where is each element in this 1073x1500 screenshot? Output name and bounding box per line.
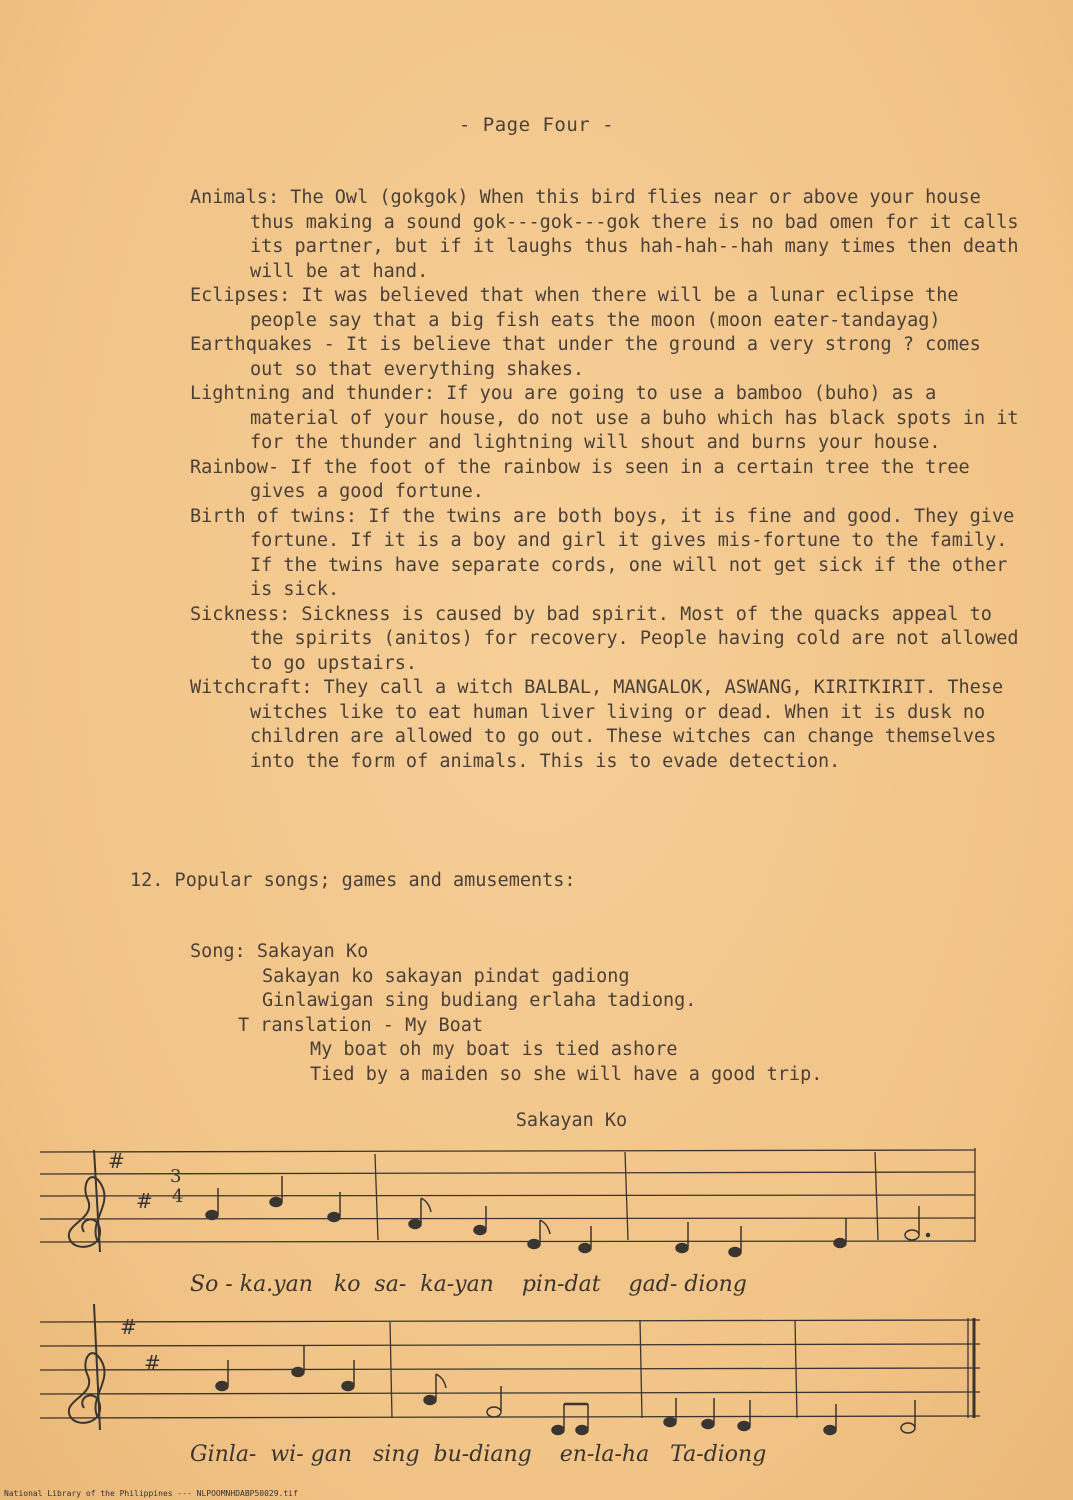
- entry-label: Animals:: [190, 187, 280, 208]
- sheet-music-title: Sakayan Ko: [515, 1110, 628, 1131]
- entry-witchcraft: [190, 676, 1020, 774]
- entry-sickness: [190, 603, 1020, 677]
- entry-lightning-thunder: [190, 382, 1020, 456]
- translation-line-2: Tied by a maiden so she will have a good trip.: [310, 1063, 823, 1085]
- superstition-entries: [190, 186, 1020, 774]
- entry-label: Birth of twins:: [190, 505, 358, 527]
- entry-label: Rainbow-: [190, 456, 280, 478]
- entry-eclipses: [190, 284, 1020, 333]
- svg-text:#: #: [136, 1189, 153, 1213]
- translation-label: T ranslation - My Boat: [238, 1014, 484, 1036]
- section-heading: 12. Popular songs; games and amusements:: [130, 870, 576, 891]
- svg-text:#: #: [120, 1315, 137, 1339]
- svg-text:#: #: [108, 1149, 125, 1173]
- entry-earthquakes: [190, 333, 1020, 382]
- svg-text:#: #: [144, 1351, 161, 1375]
- song-title-row: [190, 940, 990, 965]
- entry-label: Lightning and thunder:: [190, 383, 436, 404]
- page-header: - Page Four -: [458, 114, 615, 136]
- entry-label: Sickness:: [190, 603, 291, 625]
- song-title: Sakayan Ko: [256, 941, 369, 962]
- entry-text: The Owl (gokgok) When this bird flies near or above your house thus making a sound gok---gok---gok there is no bad omen for it calls its partner, but if it laughs thus hah-hah--hah many times then death will be at hand.: [250, 187, 1019, 282]
- entry-text: It is believe that under the ground a very strong ? comes out so that everything shakes.: [250, 334, 981, 380]
- time-signature-top: 3: [170, 1166, 182, 1187]
- entry-rainbow: [190, 456, 1020, 505]
- entry-label: Eclipses:: [190, 285, 291, 306]
- entry-text: Sickness is caused by bad spirit. Most of the quacks appeal to the spirits (anitos) for recovery. People having cold are not allowed to go upstairs.: [250, 603, 1019, 674]
- archive-footer: National Library of the Philippines --- NLPOOMNHDABP50029.tif: [4, 1489, 298, 1498]
- entry-text: If the foot of the rainbow is seen in a certain tree the tree gives a good fortune.: [250, 456, 970, 502]
- song-line-1: Sakayan ko sakayan pindat gadiong: [262, 965, 630, 987]
- entry-birth-of-twins: [190, 505, 1020, 603]
- song-line-2: Ginlawigan sing budiang erlaha tadiong.: [262, 990, 697, 1011]
- song-label: Song:: [190, 941, 246, 962]
- lyrics-line-1: So - ka.yan ko sa- ka-yan pin-dat gad- diong: [190, 1272, 747, 1297]
- entry-text: If the twins are both boys, it is fine and good. They give fortune. If it is a boy and girl it gives mis-fortune to the family. If the twins have separate cords, one will not get sick if the other is sick.: [250, 505, 1015, 600]
- lyrics-line-2: Ginla- wi- gan sing bu-diang en-la-ha Ta-diong: [190, 1442, 767, 1467]
- entry-label: Witchcraft:: [190, 677, 313, 698]
- entry-animals: [190, 186, 1020, 284]
- entry-label: Earthquakes -: [190, 334, 335, 355]
- time-signature-bottom: 4: [172, 1186, 184, 1207]
- song-block: [190, 940, 990, 1087]
- music-staff-2: [40, 1300, 1000, 1440]
- entry-text: They call a witch BALBAL, MANGALOK, ASWANG, KIRITKIRIT. These witches like to eat human liver living or dead. When it is dusk no children are allowed to go out. These witches can change themselves into the form of animals. This is to evade detection.: [250, 677, 1004, 772]
- entry-text: It was believed that when there will be a lunar eclipse the people say that a big fish eats the moon (moon eater-tandayag): [250, 285, 959, 331]
- translation-line-1: My boat oh my boat is tied ashore: [310, 1039, 678, 1060]
- entry-text: If you are going to use a bamboo (buho) as a material of your house, do not use a buho which has black spots in it for the thunder and lightning will shout and burns your house.: [250, 383, 1019, 453]
- music-staff-1: [40, 1140, 1000, 1260]
